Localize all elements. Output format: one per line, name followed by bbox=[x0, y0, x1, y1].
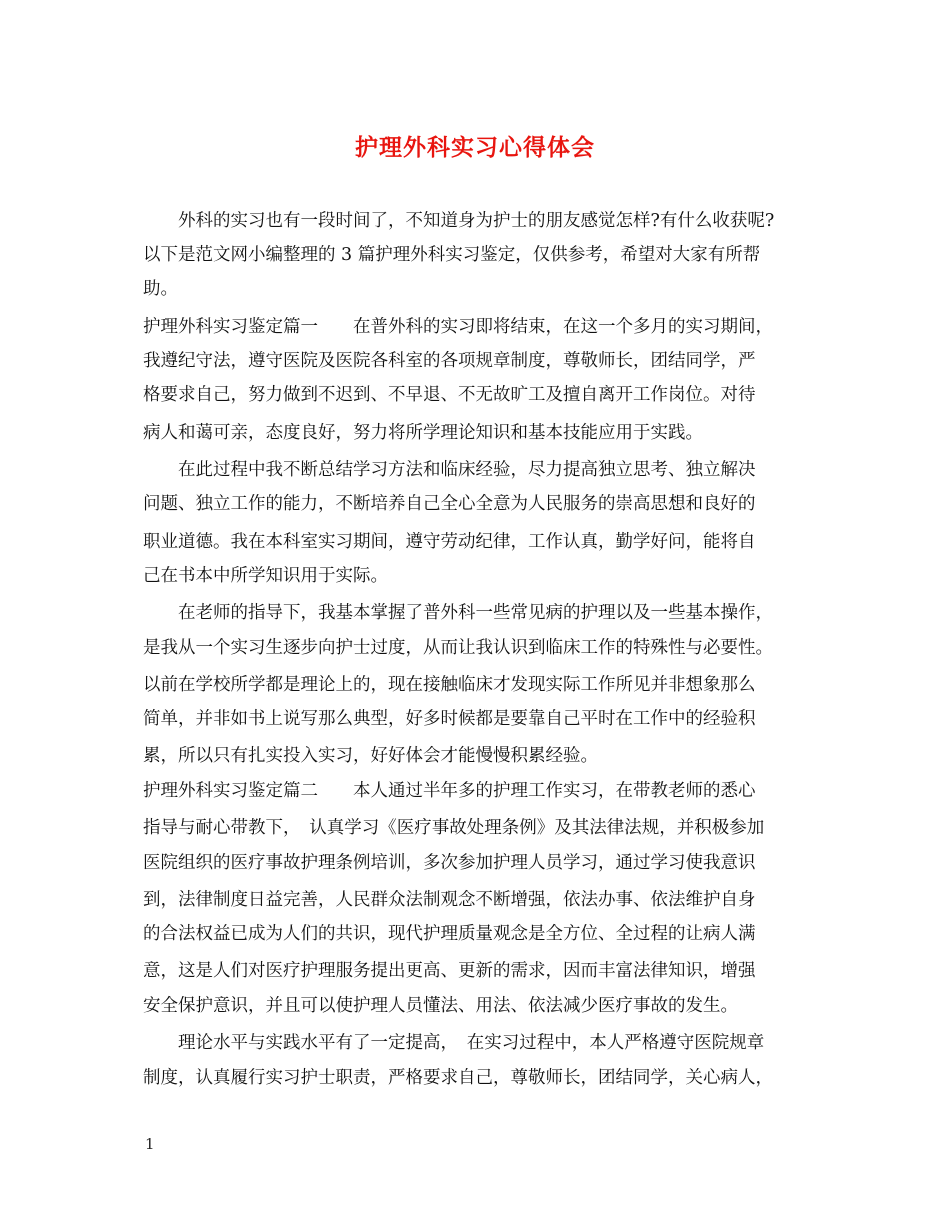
body-line: 己在书本中所学知识用于实际。 bbox=[143, 566, 388, 586]
body-line: 是我从一个实习生逐步向护士过度，从而让我认识到临床工作的特殊性与必要性。 bbox=[143, 638, 773, 658]
body-line: 我遵纪守法，遵守医院及医院各科室的各项规章制度，尊敬师长，团结同学，严 bbox=[143, 351, 756, 371]
body-line: 简单，并非如书上说写那么典型，好多时候都是要靠自己平时在工作中的经验积 bbox=[143, 709, 756, 729]
body-line: 问题、独立工作的能力，不断培养自己全心全意为人民服务的崇高思想和良好的 bbox=[143, 494, 756, 514]
body-line: 以前在学校所学都是理论上的，现在接触临床才发现实际工作所见并非想象那么 bbox=[143, 675, 756, 695]
body-line: 职业道德。我在本科室实习期间，遵守劳动纪律，工作认真，勤学好问，能将自 bbox=[143, 532, 756, 552]
body-line: 到，法律制度日益完善，人民群众法制观念不断增强，依法办事、依法维护自身 bbox=[143, 890, 756, 910]
body-line: 在此过程中我不断总结学习方法和临床经验，尽力提高独立思考、独立解决 bbox=[143, 460, 756, 480]
body-line: 的合法权益已成为人们的共识，现代护理质量观念是全方位、全过程的让病人满 bbox=[143, 924, 756, 944]
document-title: 护理外科实习心得体会 bbox=[355, 134, 595, 161]
body-line: 病人和蔼可亲，态度良好，努力将所学理论知识和基本技能应用于实践。 bbox=[143, 423, 703, 443]
body-line: 以下是范文网小编整理的 3 篇护理外科实习鉴定，仅供参考，希望对大家有所帮 bbox=[143, 245, 761, 265]
body-line: 医院组织的医疗事故护理条例培训，多次参加护理人员学习，通过学习使我意识 bbox=[143, 853, 756, 873]
body-line: 在老师的指导下，我基本掌握了普外科一些常见病的护理以及一些基本操作， bbox=[143, 603, 773, 623]
body-line: 助。 bbox=[143, 279, 178, 299]
body-line: 指导与耐心带教下， 认真学习《医疗事故处理条例》及其法律法规，并积极参加 bbox=[143, 818, 765, 838]
body-line: 护理外科实习鉴定篇二 本人通过半年多的护理工作实习，在带教老师的悉心 bbox=[143, 781, 756, 801]
body-line: 意，这是人们对医疗护理服务提出更高、更新的需求，因而丰富法律知识，增强 bbox=[143, 961, 756, 981]
body-line: 格要求自己，努力做到不迟到、不早退、不无故旷工及擅自离开工作岗位。对待 bbox=[143, 385, 756, 405]
body-line: 护理外科实习鉴定篇一 在普外科的实习即将结束，在这一个多月的实习期间， bbox=[143, 317, 773, 337]
body-line: 外科的实习也有一段时间了，不知道身为护士的朋友感觉怎样?有什么收获呢? bbox=[143, 211, 775, 231]
body-line: 累，所以只有扎实投入实习，好好体会才能慢慢积累经验。 bbox=[143, 746, 598, 766]
body-line: 制度，认真履行实习护士职责，严格要求自己，尊敬师长，团结同学，关心病人， bbox=[143, 1068, 773, 1088]
page-number: 1 bbox=[145, 1135, 155, 1153]
body-line: 安全保护意识，并且可以使护理人员懂法、用法、依法减少医疗事故的发生。 bbox=[143, 996, 738, 1016]
body-line: 理论水平与实践水平有了一定提高， 在实习过程中，本人严格遵守医院规章 bbox=[143, 1033, 765, 1053]
